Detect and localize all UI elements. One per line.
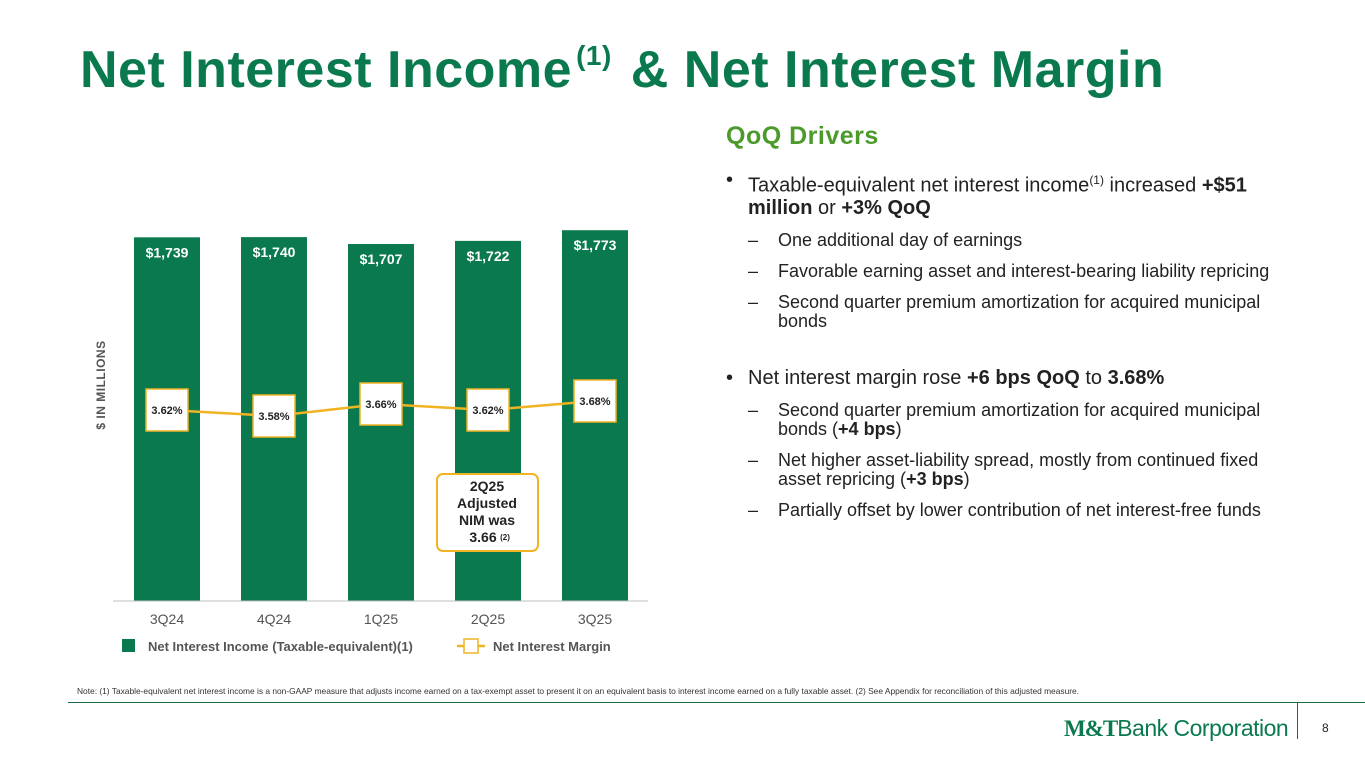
driver-sub-item: – Partially offset by lower contribution of net interest-free funds xyxy=(748,499,1261,520)
driver-bullet-nii: • Taxable-equivalent net interest income$^{(1)}$ increased +$51 million or +3% QoQ xyxy=(726,169,1247,219)
mt-bank-logo: M&TBank Corporation xyxy=(1064,715,1289,741)
legend-swatch-nii xyxy=(122,639,135,652)
page-number: 8 xyxy=(1322,721,1329,735)
callout-text-line: 2Q25 xyxy=(469,478,505,494)
bar-value-label: $1,739 xyxy=(145,244,189,261)
nim-value-label: 3.62% xyxy=(151,405,183,417)
driver-sub-item: – Second quarter premium amortization for acquired municipal bonds xyxy=(748,291,1261,331)
x-tick-label: 4Q24 xyxy=(256,611,292,627)
nim-value-label: 3.62% xyxy=(472,405,504,417)
nim-value-label: 3.66% xyxy=(365,399,397,411)
drivers-heading: QoQ Drivers xyxy=(726,122,879,150)
driver-bullet-nim: • Net interest margin rose +6 bps QoQ to 3.68% xyxy=(726,366,1165,389)
qoq-drivers-panel xyxy=(726,122,1306,520)
bar-value-label: $1,707 xyxy=(359,251,403,268)
footer-vertical-divider xyxy=(1297,703,1298,739)
bar-value-label: $1,722 xyxy=(466,247,510,264)
legend-marker-nim xyxy=(464,639,478,653)
driver-sub-item: – Second quarter premium amortization for acquired municipal bonds (+4 bps) xyxy=(748,399,1261,439)
callout-text-line: NIM was xyxy=(458,512,516,528)
legend-label-nii: Net Interest Income (Taxable-equivalent)(1) xyxy=(148,639,413,654)
driver-sub-item: – Favorable earning asset and interest-bearing liability repricing xyxy=(748,260,1270,281)
x-tick-label: 2Q25 xyxy=(470,611,506,627)
nim-value-label: 3.68% xyxy=(579,396,611,408)
bar-value-label: $1,773 xyxy=(573,237,617,254)
bar-value-label: $1,740 xyxy=(252,244,296,261)
bullet-dot-icon: • xyxy=(726,366,734,389)
footnote: Note: (1) Taxable-equivalent net interest income is a non-GAAP measure that adjusts income earned on a tax-exempt asset to present it on an equivalent basis to interest income earned on a fully taxable asset. (2) See Appendix for reconciliation of this adjusted measure. xyxy=(77,686,1079,696)
callout-footnote-ref: (2) xyxy=(500,533,510,542)
callout-value: 3.66 xyxy=(469,529,497,545)
y-axis-label: $ IN MILLIONS xyxy=(94,340,108,430)
driver-sub-item: – One additional day of earnings xyxy=(748,229,1023,250)
footer-divider xyxy=(68,702,1365,703)
x-tick-label: 1Q25 xyxy=(363,611,399,627)
x-tick-label: 3Q25 xyxy=(577,611,613,627)
page-title: Net Interest Income $^{(1)}$ & Net Interest Margin xyxy=(80,40,1165,99)
driver-sub-item: – Net higher asset-liability spread, mostly from continued fixed asset repricing (+3 bps) xyxy=(748,449,1259,489)
nii-nim-chart xyxy=(0,0,700,670)
legend-label-nim: Net Interest Margin xyxy=(493,639,611,654)
bullet-dot-icon: • xyxy=(726,169,734,191)
callout-text-line: Adjusted xyxy=(457,495,517,511)
x-tick-label: 3Q24 xyxy=(149,611,185,627)
nim-value-label: 3.58% xyxy=(258,411,290,423)
